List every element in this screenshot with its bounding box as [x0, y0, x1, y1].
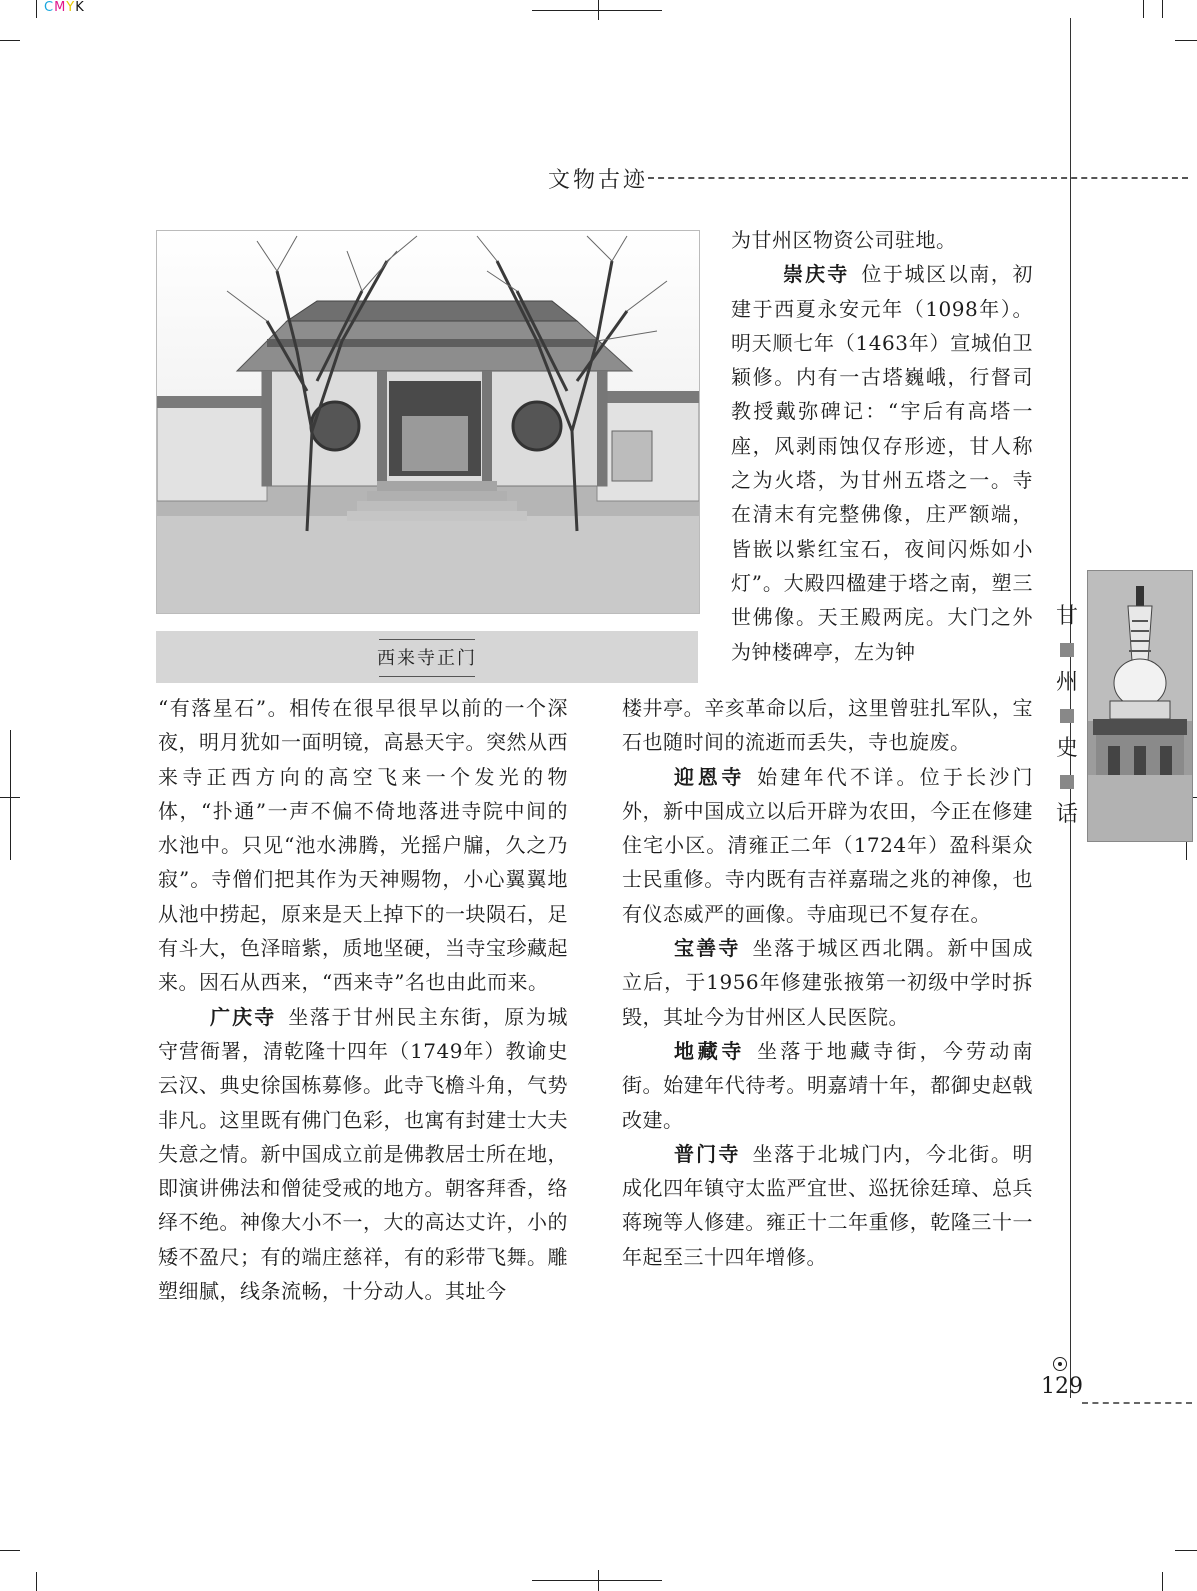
side-title-char: 话	[1055, 802, 1078, 827]
photo-caption: 西来寺正门	[377, 648, 477, 669]
caption-rule-top	[379, 639, 475, 640]
column-right-top	[731, 223, 1033, 669]
crop-mark	[0, 40, 20, 41]
crop-mark	[1175, 1550, 1197, 1551]
paragraph: 为甘州区物资公司驻地。	[731, 228, 957, 252]
crop-mark	[36, 1572, 37, 1591]
entry-heading: 崇庆寺	[783, 262, 850, 287]
side-title-char: 甘	[1055, 604, 1078, 629]
paragraph: “有落星石”。相传在很早很早以前的一个深夜，明月犹如一面明镜，高悬天宇。突然从西来寺正西方向的高空飞来一个发光的物体，“扑通”一声不偏不倚地落进寺院中间的水池中。只见“池水沸腾，光摇户牖，久之乃寂”。寺僧们把其作为天神赐物，小心翼翼地从池中捞起，原来是天上掉下的一块陨石，足有斗大，色泽暗紫，质地坚硬，当寺宝珍藏起来。因石从西来，“西来寺”名也由此而来。	[158, 696, 568, 995]
registration-mark	[532, 10, 662, 11]
entry-text: 坐落于城区西北隅。新中国成立后，于1956年修建张掖第一初级中学时拆毁，其址今为甘州区人民医院。	[622, 936, 1033, 1029]
paragraph-pumen-temple	[622, 1137, 1033, 1274]
entry-heading: 迎恩寺	[674, 764, 746, 789]
cmyk-color-bar	[44, 0, 85, 15]
header-dashed-rule	[648, 177, 1188, 179]
crop-mark	[0, 1550, 20, 1551]
entry-text: 始建年代不详。位于长沙门外，新中国成立以后开辟为农田，今正在修建住宅小区。清雍正二年（1724年）盈科渠众士民重修。寺内既有吉祥嘉瑞之兆的神像，也有仪态威严的画像。寺庙现已不复存在。	[622, 764, 1034, 926]
section-title: 文物古迹	[548, 168, 649, 193]
page-number-dot-icon	[1058, 1362, 1062, 1366]
registration-mark	[532, 1580, 662, 1581]
registration-mark	[598, 0, 599, 20]
entry-text: 位于城区以南，初建于西夏永安元年（1098年）。明天顺七年（1463年）宣城伯卫颖修。内有一古塔巍峨，行督司教授戴弥碑记：“宇后有高塔一座，风剥雨蚀仅存形迹，甘人称之为火塔，为甘州五塔之一。寺在清末有完整佛像，庄严额端，皆嵌以紫红宝石，夜间闪烁如小灯”。大殿四楹建于塔之南，塑三世佛像。天王殿两庑。大门之外为钟楼碑亭，左为钟	[731, 262, 1034, 664]
cmyk-m: M	[54, 0, 67, 15]
entry-text: 坐落于北城门内，今北街。明成化四年镇守太监严宜世、巡抚徐廷璋、总兵蒋琬等人修建。雍正十二年重修，乾隆三十一年起至三十四年增修。	[622, 1141, 1033, 1269]
cmyk-k: K	[75, 0, 85, 15]
photo-caption-box	[156, 631, 698, 683]
square-bullet-icon	[1060, 775, 1074, 789]
crop-mark	[1175, 40, 1197, 41]
column-left	[158, 691, 568, 1308]
paragraph-baoshan-temple	[622, 931, 1033, 1034]
entry-heading: 普门寺	[674, 1141, 741, 1166]
entry-heading: 广庆寺	[210, 1004, 277, 1029]
page-number: 129	[1041, 1374, 1083, 1399]
square-bullet-icon	[1060, 643, 1074, 657]
side-title-char: 州	[1055, 670, 1078, 695]
white-pagoda-photo	[1087, 570, 1193, 842]
side-title-char: 史	[1055, 736, 1078, 761]
caption-rule-bottom	[379, 676, 475, 677]
paragraph-guangqing-temple	[158, 1000, 568, 1309]
registration-mark	[598, 1570, 599, 1591]
square-bullet-icon	[1060, 709, 1074, 723]
crop-mark	[36, 0, 37, 18]
paragraph-yingen-temple	[622, 760, 1033, 931]
crop-mark	[1143, 0, 1144, 18]
entry-text: 坐落于甘州民主东街，原为城守营衙署，清乾隆十四年（1749年）教谕史云汉、典史徐国栋募修。此寺飞檐斗角，气势非凡。这里既有佛门色彩，也寓有封建士大夫失意之情。新中国成立前是佛教居士所在地，即演讲佛法和僧徒受戒的地方。朝客拜香，络绎不绝。神像大小不一，大的高达丈许，小的矮不盈尺；有的端庄慈祥，有的彩带飞舞。雕塑细腻，线条流畅，十分动人。其址今	[158, 1004, 569, 1304]
cmyk-c: C	[44, 0, 55, 15]
entry-text: 坐落于地藏寺街，今劳动南街。始建年代待考。明嘉靖十年，都御史赵戟改建。	[622, 1038, 1034, 1132]
paragraph-chongqing-temple	[731, 257, 1033, 669]
temple-gate-photo	[156, 230, 700, 614]
entry-heading: 宝善寺	[674, 936, 741, 961]
column-right	[622, 691, 1033, 1274]
paragraph-dizang-temple	[622, 1034, 1033, 1137]
side-book-title	[1052, 600, 1082, 832]
footer-dashed-rule	[1082, 1402, 1192, 1404]
paragraph: 楼井亭。辛亥革命以后，这里曾驻扎军队，宝石也随时间的流逝而丢失，寺也旋废。	[622, 696, 1033, 755]
entry-heading: 地藏寺	[674, 1038, 746, 1063]
crop-mark	[1162, 1572, 1163, 1591]
registration-mark	[10, 730, 11, 860]
crop-mark	[1162, 0, 1163, 18]
cmyk-y: Y	[66, 0, 76, 15]
